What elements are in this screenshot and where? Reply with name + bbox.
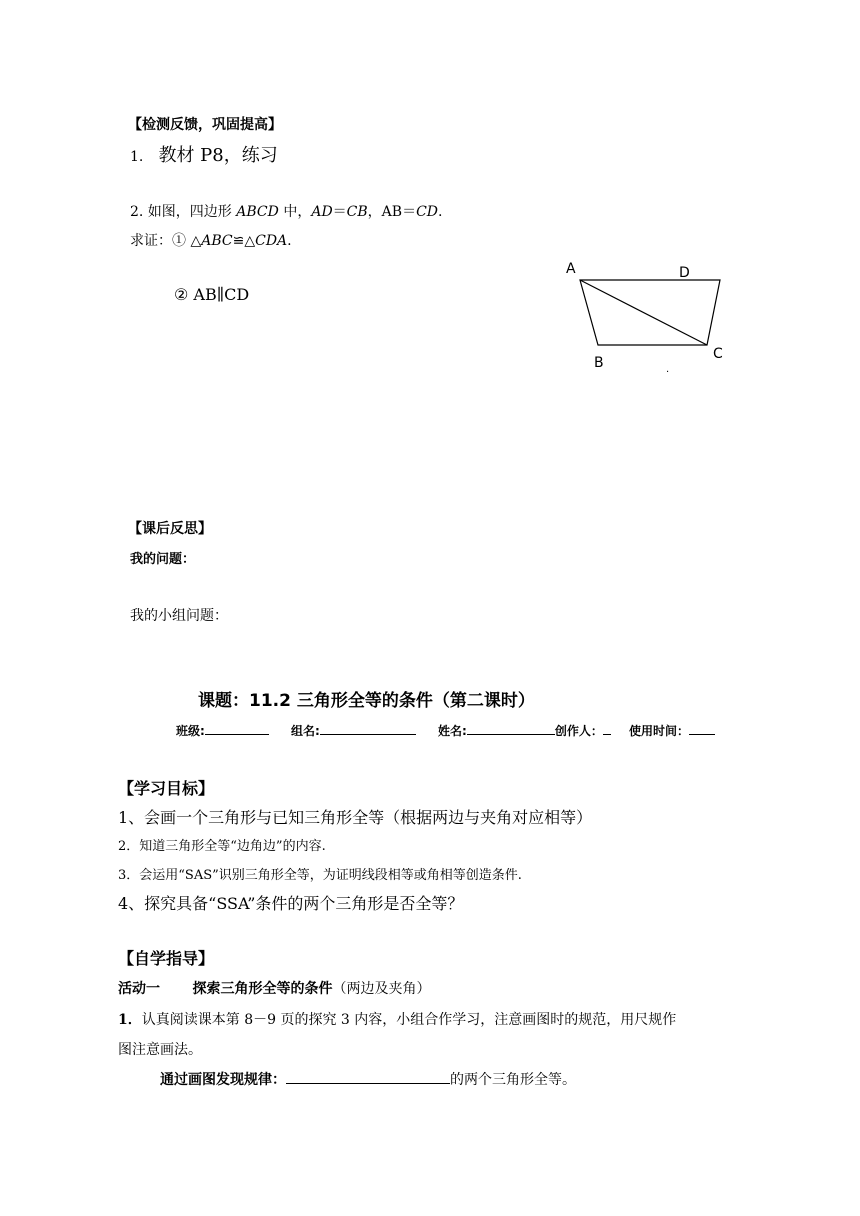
activity-note: （两边及夹角） (332, 981, 431, 997)
class-label: 班级: (176, 724, 205, 738)
section-heading-reflection: 【课后反思】 (128, 521, 212, 537)
creator-blank (603, 722, 611, 735)
step-1-line-1: 1．认真阅读课本第 8－9 页的探究 3 内容，小组合作学习，注意画图时的规范，用尺规作 (118, 1012, 677, 1028)
vertex-label-c: C (713, 346, 723, 362)
parallelogram-outline (580, 280, 720, 345)
parallelogram-figure (560, 258, 740, 378)
activity-header (118, 978, 430, 998)
name-label: 姓名: (438, 724, 467, 738)
lesson-meta-row (176, 722, 715, 739)
list-item (130, 141, 278, 167)
activity-title: 探索三角形全等的条件 (192, 981, 333, 997)
step-number: 1． (118, 1012, 142, 1028)
goal-item-4: 4、探究具备“SSA”条件的两个三角形是否全等？ (118, 894, 464, 913)
problem-statement: 2. 如图，四边形 ABCD 中，AD＝CB，AB＝CD. (130, 204, 443, 220)
group-question-label: 我的小组问题： (130, 608, 228, 624)
time-label: 使用时间： (629, 724, 690, 738)
prove-statement-2: ② AB∥CD (174, 285, 250, 304)
prove-statement-1: 求证：① △ABC≌△CDA. (130, 233, 292, 249)
finding-label: 通过画图发现规律： (160, 1072, 286, 1088)
vertex-label-d: D (679, 265, 690, 281)
vertex-label-a: A (566, 261, 576, 277)
stray-dot: . (666, 364, 670, 375)
vertex-label-b: B (594, 355, 604, 371)
goal-item-2: 2．知道三角形全等“边角边”的内容. (118, 839, 326, 854)
section-heading-goals: 【学习目标】 (118, 779, 215, 798)
diagonal-ac (580, 280, 707, 345)
goal-item-1: 1、会画一个三角形与已知三角形全等（根据两边与夹角对应相等） (118, 808, 593, 827)
lesson-title: 课题：11.2 三角形全等的条件（第二课时） (198, 691, 535, 711)
finding-tail: 的两个三角形全等。 (450, 1072, 576, 1088)
section-heading-selfstudy: 【自学指导】 (118, 949, 215, 968)
activity-label: 活动一 (118, 981, 160, 997)
finding-blank (286, 1071, 450, 1084)
class-blank (205, 722, 269, 735)
item-number: 1. (130, 149, 144, 165)
my-question-label: 我的问题： (130, 552, 196, 567)
item-text: 教材 P8，练习 (158, 145, 278, 166)
group-blank (320, 722, 416, 735)
step-1-line-2: 图注意画法。 (118, 1042, 202, 1058)
time-blank (689, 722, 715, 735)
goal-item-3: 3．会运用“SAS”识别三角形全等，为证明线段相等或角相等创造条件. (118, 868, 522, 883)
finding-row (160, 1069, 576, 1089)
group-label: 组名: (291, 724, 320, 738)
creator-label: 创作人： (554, 724, 603, 738)
section-heading-feedback: 【检测反馈，巩固提高】 (128, 117, 282, 133)
name-blank (467, 722, 555, 735)
